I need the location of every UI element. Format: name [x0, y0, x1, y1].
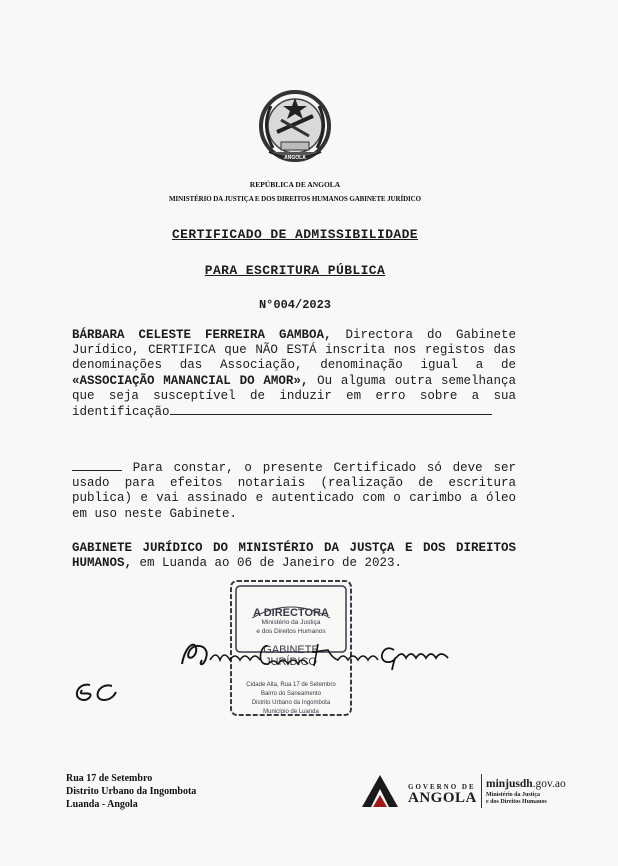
- website-subtitle-line-2: e dos Direitos Humanos: [486, 799, 547, 805]
- logo-governo-de: GOVERNO DE: [408, 783, 476, 791]
- website-suffix: .gov.ao: [532, 778, 566, 790]
- footer-address-line-2: Distrito Urbano da Ingombota: [66, 786, 197, 797]
- fill-line: [170, 404, 492, 415]
- leading-blank-line: [72, 460, 122, 471]
- coat-of-arms-emblem: [247, 86, 343, 174]
- paragraph-place-date: [72, 541, 516, 571]
- paragraph-usage: [72, 460, 516, 522]
- p1-text-b: Ou alguma outra semelhança que seja susceptível de induzir em erro sobre a sua identificação: [72, 373, 516, 420]
- ministry-heading: MINISTÉRIO DA JUSTIÇA E DOS DIREITOS HUMANOS GABINETE JURÍDICO: [169, 195, 421, 203]
- place-date-text: em Luanda ao 06 de Janeiro de 2023.: [132, 556, 403, 571]
- ministry-website-block: [486, 778, 566, 806]
- stamp-address-1: Cidade Alta, Rua 17 de Setembro: [246, 682, 336, 688]
- office-name: GABINETE JURÍDICO DO MINISTÉRIO DA JUSTÇA E DOS DIREITOS HUMANOS,: [72, 541, 516, 571]
- stamp-title: A DIRECTORA: [253, 607, 329, 619]
- certificate-title: CERTIFICADO DE ADMISSIBILIDADE: [171, 227, 419, 242]
- ministry-website: [486, 778, 566, 790]
- stamp-address-4: Município de Luanda: [263, 709, 319, 715]
- footer-address-line-1: Rua 17 de Setembro: [66, 773, 153, 784]
- website-subtitle-line-1: Ministério da Justiça: [486, 792, 540, 798]
- republic-heading: REPÚBLICA DE ANGOLA: [249, 180, 341, 189]
- website-domain: minjusdh: [486, 778, 533, 790]
- footer-address-line-3: Luanda - Angola: [66, 799, 138, 810]
- footer-address: [66, 772, 196, 811]
- stamp-juridico: JURÍDICO: [265, 656, 317, 668]
- stamp-address-3: Distrito Urbano da Ingombota: [251, 700, 331, 706]
- website-subtitle: [486, 792, 566, 806]
- p2-text: Para constar, o presente Certificado só deve ser usado para efeitos notariais (realização de escritura publica) e vai assinado e autenticado com o carimbo a óleo em uso neste Gabinete.: [72, 461, 516, 521]
- director-name: BÁRBARA CELESTE FERREIRA GAMBOA,: [72, 328, 332, 342]
- p1-text-a: Directora do Gabinete Jurídico, CERTIFICA que NÃO ESTÁ inscrita nos registos das denominações das Associação, denominação igual a de: [72, 328, 516, 373]
- certificate-subtitle: PARA ESCRITURA PÚBLICA: [204, 263, 386, 278]
- logo-angola: ANGOLA: [408, 790, 477, 806]
- footer-divider: [481, 774, 482, 808]
- stamp-ministry-line2: e dos Direitos Humanos: [256, 628, 326, 635]
- stamp-gabinete: GABINETE: [263, 644, 319, 656]
- stamp-address-2: Bairro do Saneamento: [260, 691, 322, 697]
- certificate-number: N°004/2023: [258, 298, 331, 312]
- association-name: «ASSOCIAÇÃO MANANCIAL DO AMOR»,: [72, 373, 309, 388]
- director-signature: [176, 636, 466, 674]
- stamp-ministry-line1: Ministério da Justiça: [261, 619, 321, 626]
- paragraph-certification: [72, 328, 516, 420]
- emblem-ribbon-text: ANGOLA: [284, 155, 306, 161]
- initials-signature: [70, 680, 122, 706]
